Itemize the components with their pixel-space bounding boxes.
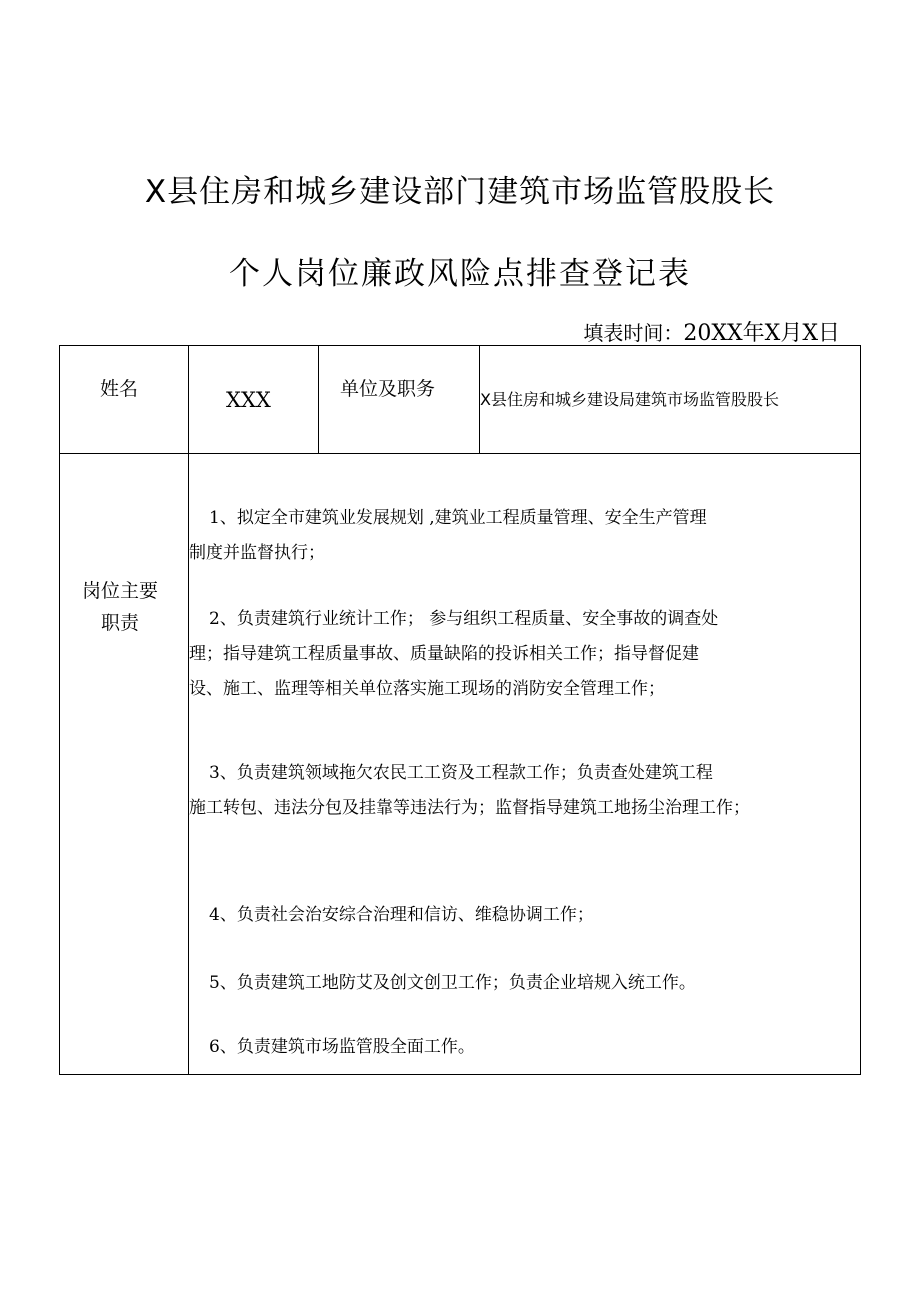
duty-item-5	[189, 966, 696, 1001]
document-title-line1: X县住房和城乡建设部门建筑市场监管股股长	[144, 174, 776, 210]
duty-3-line1: 3、负责建筑领域拖欠农民工工资及工程款工作；负责查处建筑工程	[209, 763, 713, 783]
duty-item-3	[189, 756, 750, 826]
duty-1-line1: 1、拟定全市建筑业发展规划 ,建筑业工程质量管理、安全生产管理	[209, 508, 707, 528]
fill-time-label: 填表时间：	[583, 321, 684, 345]
duty-2-line2: 理；指导建筑工程质量事故、质量缺陷的投诉相关工作；指导督促建	[189, 644, 699, 664]
document-title-line2: 个人岗位廉政风险点排查登记表	[229, 256, 691, 292]
duty-5-line1: 5、负责建筑工地防艾及创文创卫工作；负责企业培规入统工作。	[209, 973, 696, 993]
duty-6-line1: 6、负责建筑市场监管股全面工作。	[209, 1037, 475, 1057]
duty-2-line3: 设、施工、监理等相关单位落实施工现场的消防安全管理工作；	[189, 679, 665, 699]
row-divider	[60, 453, 860, 454]
duty-item-1	[189, 501, 707, 571]
duty-1-line2: 制度并监督执行；	[189, 543, 325, 563]
name-label: 姓名	[100, 378, 139, 400]
duties-label-line1: 岗位主要	[82, 580, 159, 602]
duty-3-line2: 施工转包、违法分包及挂靠等违法行为；监督指导建筑工地扬尘治理工作；	[189, 798, 750, 818]
duty-item-2	[189, 602, 718, 707]
registration-table	[59, 345, 861, 1075]
fill-time	[583, 316, 840, 347]
fill-time-value: 20XX年X月X日	[683, 321, 840, 346]
duty-item-6	[189, 1030, 475, 1065]
unit-label: 单位及职务	[340, 378, 436, 400]
column-divider	[188, 346, 189, 1074]
duty-4-line1: 4、负责社会治安综合治理和信访、维稳协调工作；	[209, 905, 594, 925]
duties-label-line2: 职责	[101, 612, 140, 634]
column-divider	[318, 346, 319, 453]
unit-value: X县住房和城乡建设局建筑市场监管股股长	[480, 390, 779, 409]
name-value: XXX	[226, 388, 271, 412]
duty-item-4	[189, 898, 594, 933]
duty-2-line1: 2、负责建筑行业统计工作； 参与组织工程质量、安全事故的调查处	[209, 609, 719, 629]
